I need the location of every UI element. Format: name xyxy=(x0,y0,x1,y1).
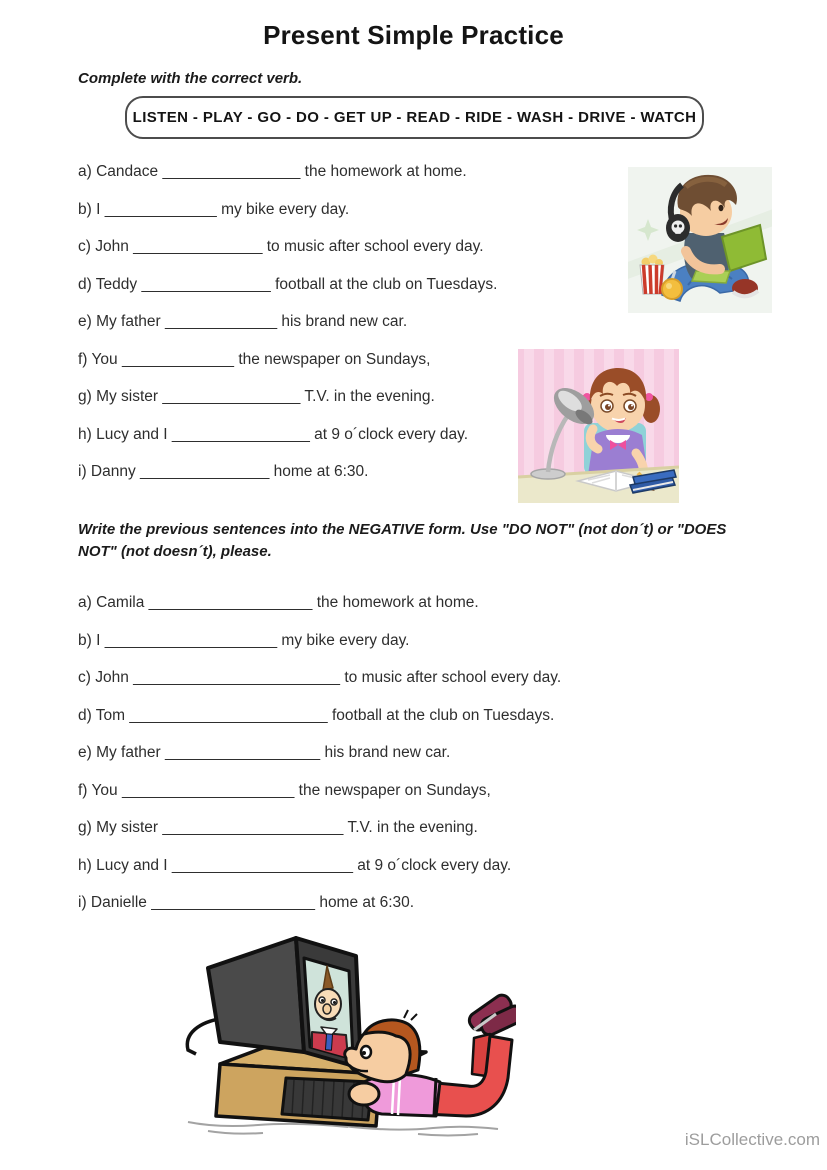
exercise1-item-e: e) My father _____________ his brand new car. xyxy=(78,313,408,330)
illustration-girl-watching-tv xyxy=(168,926,516,1138)
exercise1-item-a: a) Candace ________________ the homework at home. xyxy=(78,163,467,180)
exercise2-sentences xyxy=(78,584,561,922)
exercise2-item-d: d) Tom _______________________ football at the club on Tuesdays. xyxy=(78,706,555,724)
exercise2-item-h: h) Lucy and I _____________________ at 9 o´clock every day. xyxy=(78,856,512,874)
exercise2-item-a: a) Camila ___________________ the homework at home. xyxy=(78,594,479,611)
boy-shoe xyxy=(732,279,758,297)
exercise2-item-c: c) John ________________________ to music after school every day. xyxy=(78,669,562,686)
exercise1-item-c: c) John _______________ to music after school every day. xyxy=(78,238,484,255)
boy-illustration-svg xyxy=(628,167,772,313)
girl-illustration-svg xyxy=(518,349,679,503)
girl-watching-figure xyxy=(345,992,516,1116)
word-bank-text: LISTEN - PLAY - GO - DO - GET UP - READ - RIDE - WASH - DRIVE - WATCH xyxy=(132,109,697,126)
exercise1-item-d: d) Teddy _______________ football at the club on Tuesdays. xyxy=(78,275,498,293)
exercise1-item-i: i) Danny _______________ home at 6:30. xyxy=(78,463,369,480)
exercise1-item-g: g) My sister ________________ T.V. in the evening. xyxy=(78,388,435,405)
exercise2-instruction: Write the previous sentences into the NEGATIVE form. Use "DO NOT" (not don´t) or "DOES NOT" (not doesn´t), please. xyxy=(78,521,727,560)
exercise2-item-e: e) My father __________________ his brand new car. xyxy=(78,744,451,761)
exercise2-item-f: f) You ____________________ the newspaper on Sundays, xyxy=(78,781,491,799)
exercise1-item-f: f) You _____________ the newspaper on Sundays, xyxy=(78,350,431,368)
exercise1-item-b: b) I _____________ my bike every day. xyxy=(78,200,350,218)
illustration-girl-homework xyxy=(518,349,679,503)
tv-scene-svg xyxy=(168,926,516,1138)
tv-icon xyxy=(208,938,361,1068)
shoes-icon xyxy=(466,992,516,1037)
exercise2-item-i: i) Danielle ___________________ home at 6:30. xyxy=(78,894,415,911)
exercise2-item-g: g) My sister _____________________ T.V. in the evening. xyxy=(78,819,478,836)
illustration-boy-listening xyxy=(628,167,772,313)
exercise1-item-h: h) Lucy and I ________________ at 9 o´clock every day. xyxy=(78,425,469,443)
exercise1-sentences xyxy=(78,153,497,491)
girl-hands xyxy=(349,1083,379,1105)
page-title: Present Simple Practice xyxy=(263,20,564,50)
word-bank-box xyxy=(125,96,704,139)
popcorn-icon xyxy=(640,255,664,295)
watermark-islcollective: iSLCollective.com xyxy=(684,1130,820,1149)
exercise2-item-b: b) I ____________________ my bike every day. xyxy=(78,631,410,649)
exercise1-instruction: Complete with the correct verb. xyxy=(78,70,303,87)
